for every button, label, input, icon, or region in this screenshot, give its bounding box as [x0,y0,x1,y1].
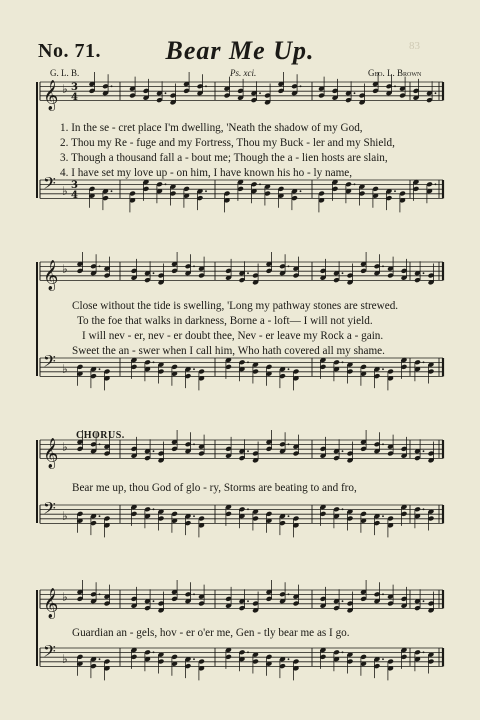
verse-3-line-b: I will nev - er, nev - er doubt thee, Nev - er leave my Rock a - gain. [82,330,384,342]
svg-text:3: 3 [71,180,78,191]
svg-text:𝄢: 𝄢 [43,498,56,522]
words-credit: G. L. B. [50,68,80,78]
verse-1-line-a: 1. In the se - cret place I'm dwelling, 'Neath the shadow of my God, [60,122,363,134]
hymn-number: No. 71. [38,40,101,62]
hymn-title: Bear Me Up. [165,36,315,65]
music-credit: Geo. L. Brown [368,68,422,78]
svg-text:♭: ♭ [62,652,68,666]
chorus-label: CHORUS. [76,430,125,441]
svg-text:𝄢: 𝄢 [43,173,56,197]
svg-text:𝄞: 𝄞 [43,588,59,619]
svg-text:♭: ♭ [62,440,68,454]
verse-2-line-a: 2. Thou my Re - fuge and my Fortress, Thou my Buck - ler and my Shield, [60,137,395,149]
chorus-line-1: Bear me up, thou God of glo - ry, Storms are beating to and fro, [72,482,357,494]
svg-text:𝄢: 𝄢 [43,351,56,375]
verse-2-line-b: To the foe that walks in darkness, Borne a - loft— I will not yield. [77,315,373,327]
svg-text:♭: ♭ [62,590,68,604]
svg-text:♭: ♭ [62,509,68,523]
verse-3-line-a: 3. Though a thousand fall a - bout me; Though the a - lien hosts are slain, [60,152,388,164]
chorus-line-2: Guardian an - gels, hov - er o'er me, Gen - tly bear me as I go. [72,627,350,639]
svg-text:3: 3 [71,82,78,93]
svg-text:♭: ♭ [62,184,68,198]
svg-text:4: 4 [71,92,78,103]
svg-text:𝄞: 𝄞 [43,438,59,469]
svg-text:♭: ♭ [62,262,68,276]
scripture-reference: Ps. xci. [230,68,257,78]
svg-text:♭: ♭ [62,82,68,96]
verse-4-line-b: Sweet the an - swer when I call him, Who hath covered all my shame. [72,345,385,357]
margin-page-number: 83 [409,40,420,52]
svg-text:♭: ♭ [62,362,68,376]
svg-text:𝄞: 𝄞 [43,80,59,111]
verse-1-line-b: Close without the tide is swelling, 'Long my pathway stones are strewed. [72,300,399,312]
svg-text:𝄞: 𝄞 [43,260,59,291]
svg-text:4: 4 [71,190,78,201]
verse-4-line-a: 4. I have set my love up - on him, I have known his ho - ly name, [60,167,353,179]
svg-text:𝄢: 𝄢 [43,641,56,665]
